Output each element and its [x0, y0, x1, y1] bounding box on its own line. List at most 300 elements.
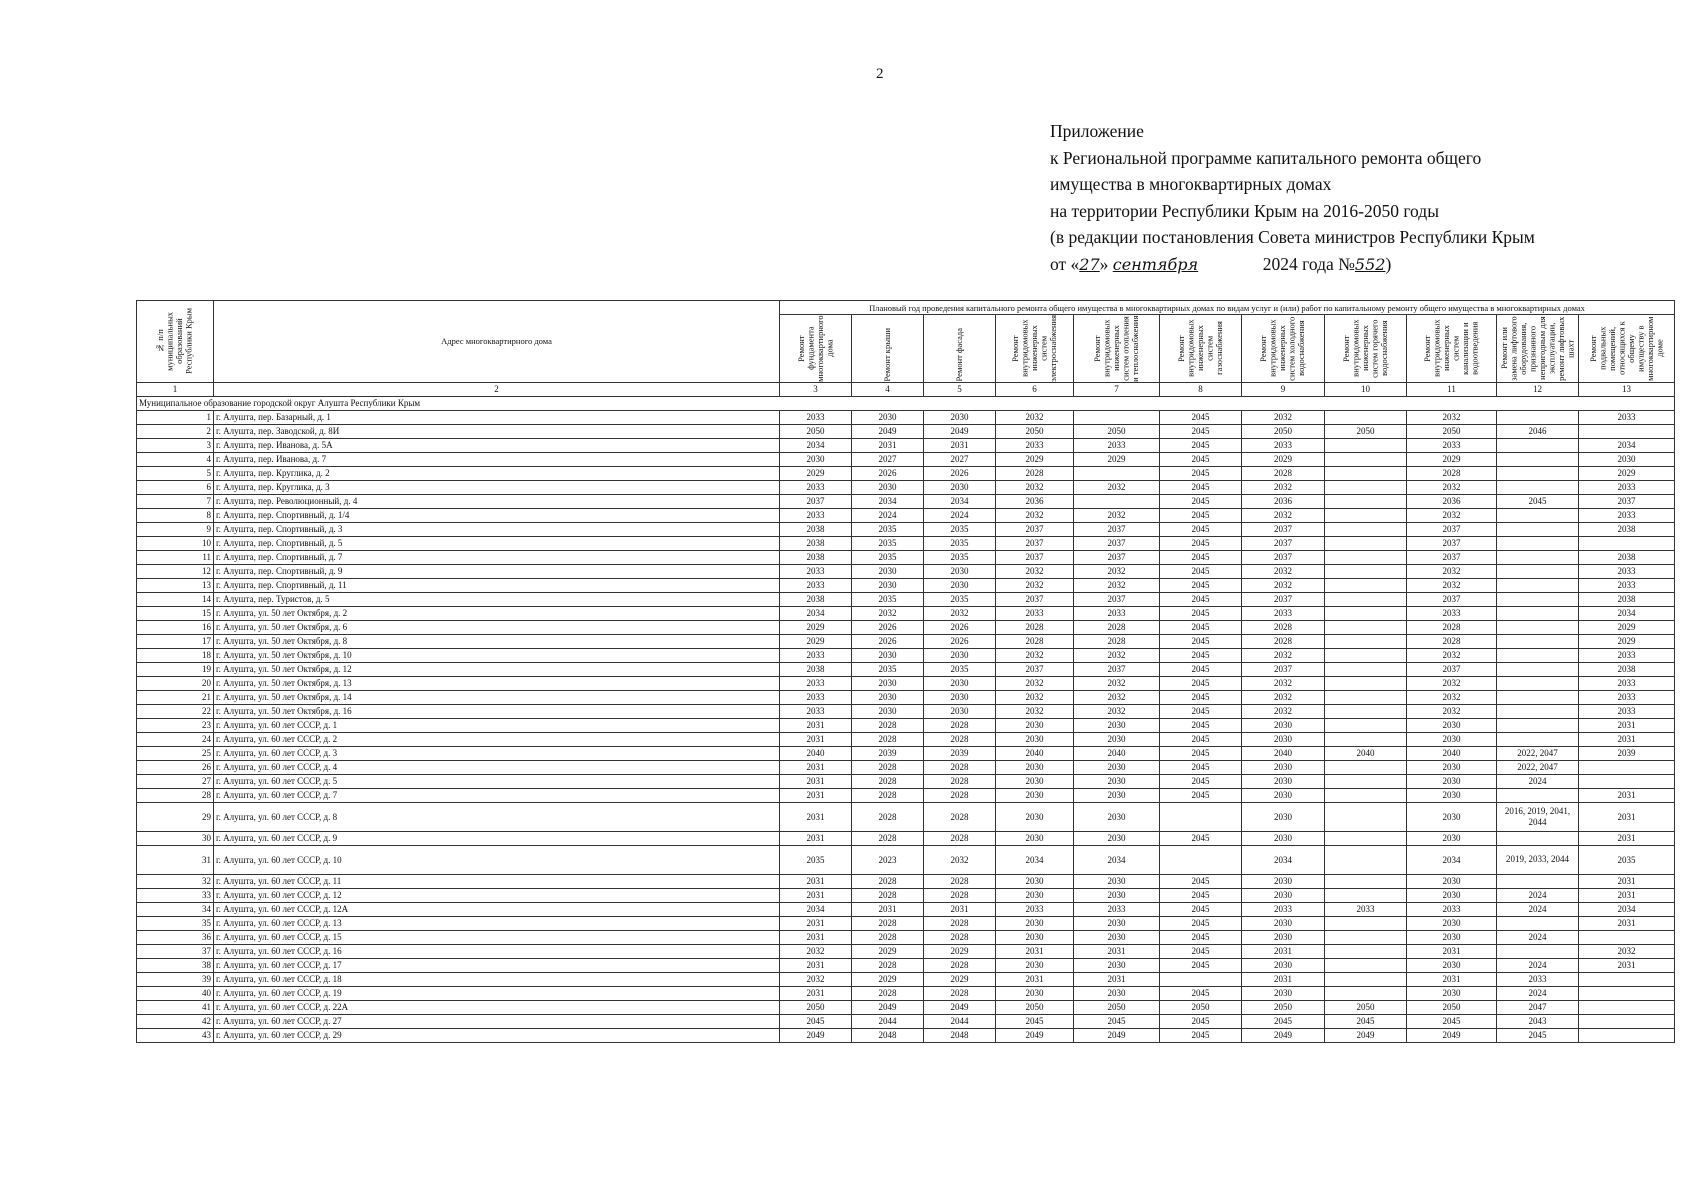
work-header-11: Ремонт внутридомовых инженерных систем канализации и водоотведения — [1407, 315, 1497, 383]
row-year-cell: 2045 — [1160, 718, 1242, 732]
row-year-cell: 2032 — [996, 704, 1074, 718]
row-address: г. Алушта, пер. Туристов, д. 5 — [214, 592, 780, 606]
row-year-cell: 2050 — [1160, 1000, 1242, 1014]
row-year-cell: 2030 — [1407, 774, 1497, 788]
row-year-cell: 2030 — [780, 452, 852, 466]
row-year-cell: 2033 — [780, 410, 852, 424]
row-year-cell: 2049 — [1074, 1028, 1160, 1042]
row-year-cell: 2032 — [1407, 704, 1497, 718]
row-year-cell: 2030 — [996, 802, 1074, 831]
row-year-cell: 2032 — [996, 564, 1074, 578]
row-year-cell — [1325, 732, 1407, 746]
row-number: 20 — [137, 676, 214, 690]
row-year-cell: 2033 — [780, 648, 852, 662]
row-year-cell: 2030 — [1407, 930, 1497, 944]
row-year-cell: 2024 — [1497, 774, 1579, 788]
row-year-cell: 2030 — [924, 676, 996, 690]
row-year-cell: 2035 — [924, 592, 996, 606]
row-year-cell: 2029 — [780, 620, 852, 634]
row-year-cell: 2049 — [924, 1000, 996, 1014]
row-year-cell: 2049 — [1407, 1028, 1497, 1042]
row-year-cell: 2035 — [852, 662, 924, 676]
table-row — [137, 578, 1675, 592]
row-year-cell — [1325, 620, 1407, 634]
row-year-cell — [1325, 718, 1407, 732]
table-row — [137, 606, 1675, 620]
row-year-cell: 2028 — [1074, 620, 1160, 634]
row-year-cell — [1497, 916, 1579, 930]
row-year-cell — [1497, 718, 1579, 732]
row-year-cell: 2030 — [852, 410, 924, 424]
row-year-cell: 2035 — [780, 845, 852, 874]
row-address: г. Алушта, ул. 50 лет Октября, д. 2 — [214, 606, 780, 620]
row-year-cell: 2030 — [1407, 986, 1497, 1000]
municipality-row: Муниципальное образование городской округ Алушта Республики Крым — [137, 396, 1675, 410]
row-year-cell: 2032 — [996, 578, 1074, 592]
row-year-cell: 2045 — [1160, 522, 1242, 536]
row-year-cell — [1325, 466, 1407, 480]
row-year-cell: 2050 — [1074, 1000, 1160, 1014]
row-number: 25 — [137, 746, 214, 760]
row-year-cell — [1497, 564, 1579, 578]
column-number: 10 — [1325, 382, 1407, 396]
row-year-cell: 2028 — [924, 732, 996, 746]
row-year-cell: 2028 — [924, 958, 996, 972]
row-year-cell: 2031 — [1579, 916, 1675, 930]
row-address: г. Алушта, ул. 50 лет Октября, д. 16 — [214, 704, 780, 718]
table-row — [137, 718, 1675, 732]
appendix-date-line: от «27» сентября 2024 года №552) — [1050, 251, 1535, 279]
row-year-cell: 2030 — [1074, 888, 1160, 902]
row-year-cell: 2030 — [1074, 802, 1160, 831]
row-year-cell: 2045 — [1160, 746, 1242, 760]
row-year-cell: 2034 — [852, 494, 924, 508]
row-year-cell: 2030 — [852, 578, 924, 592]
row-year-cell: 2045 — [1160, 494, 1242, 508]
row-year-cell: 2037 — [996, 592, 1074, 606]
table-row — [137, 930, 1675, 944]
table-row — [137, 452, 1675, 466]
row-year-cell: 2049 — [996, 1028, 1074, 1042]
row-year-cell — [1497, 592, 1579, 606]
row-address: г. Алушта, ул. 50 лет Октября, д. 8 — [214, 634, 780, 648]
column-number: 8 — [1160, 382, 1242, 396]
row-year-cell — [1325, 494, 1407, 508]
row-year-cell: 2037 — [1074, 536, 1160, 550]
row-year-cell — [1579, 424, 1675, 438]
row-year-cell: 2032 — [1579, 944, 1675, 958]
row-address: г. Алушта, ул. 60 лет СССР, д. 18 — [214, 972, 780, 986]
row-year-cell: 2037 — [1407, 550, 1497, 564]
row-year-cell: 2034 — [1579, 606, 1675, 620]
row-year-cell: 2032 — [1242, 508, 1325, 522]
row-address: г. Алушта, ул. 50 лет Октября, д. 6 — [214, 620, 780, 634]
row-number: 21 — [137, 690, 214, 704]
row-year-cell: 2034 — [780, 438, 852, 452]
row-year-cell: 2028 — [852, 958, 924, 972]
row-year-cell: 2030 — [1242, 958, 1325, 972]
row-year-cell: 2028 — [996, 634, 1074, 648]
table-row — [137, 958, 1675, 972]
row-year-cell: 2040 — [1407, 746, 1497, 760]
row-year-cell: 2038 — [1579, 662, 1675, 676]
row-number: 40 — [137, 986, 214, 1000]
row-address: г. Алушта, ул. 60 лет СССР, д. 22А — [214, 1000, 780, 1014]
row-number: 15 — [137, 606, 214, 620]
row-year-cell: 2030 — [1074, 958, 1160, 972]
row-year-cell: 2048 — [852, 1028, 924, 1042]
row-year-cell: 2028 — [852, 718, 924, 732]
row-year-cell: 2030 — [924, 690, 996, 704]
row-year-cell: 2030 — [924, 480, 996, 494]
row-year-cell: 2039 — [924, 746, 996, 760]
row-year-cell: 2032 — [1407, 676, 1497, 690]
row-year-cell: 2033 — [780, 704, 852, 718]
row-number: 26 — [137, 760, 214, 774]
row-address: г. Алушта, ул. 50 лет Октября, д. 12 — [214, 662, 780, 676]
row-year-cell: 2028 — [852, 874, 924, 888]
row-year-cell — [1325, 802, 1407, 831]
row-year-cell: 2033 — [1407, 438, 1497, 452]
row-year-cell: 2045 — [1160, 986, 1242, 1000]
row-year-cell: 2030 — [996, 916, 1074, 930]
row-year-cell: 2030 — [1074, 774, 1160, 788]
row-year-cell: 2030 — [996, 831, 1074, 845]
table-row — [137, 972, 1675, 986]
row-year-cell: 2028 — [996, 620, 1074, 634]
row-year-cell: 2045 — [1160, 902, 1242, 916]
row-address: г. Алушта, ул. 60 лет СССР, д. 12 — [214, 888, 780, 902]
row-year-cell: 2029 — [924, 944, 996, 958]
row-year-cell: 2045 — [1160, 620, 1242, 634]
row-year-cell: 2032 — [996, 480, 1074, 494]
row-year-cell: 2028 — [924, 788, 996, 802]
row-year-cell: 2032 — [1074, 690, 1160, 704]
row-year-cell — [1497, 690, 1579, 704]
row-number: 9 — [137, 522, 214, 536]
column-number: 5 — [924, 382, 996, 396]
row-year-cell: 2031 — [1579, 958, 1675, 972]
row-year-cell: 2028 — [1074, 634, 1160, 648]
row-year-cell: 2034 — [780, 902, 852, 916]
row-year-cell: 2032 — [996, 648, 1074, 662]
table-row — [137, 746, 1675, 760]
row-year-cell: 2045 — [1160, 550, 1242, 564]
row-year-cell: 2032 — [1242, 480, 1325, 494]
table-row — [137, 1000, 1675, 1014]
row-year-cell: 2033 — [1579, 508, 1675, 522]
row-year-cell: 2029 — [780, 466, 852, 480]
row-year-cell: 2032 — [1074, 648, 1160, 662]
row-year-cell: 2050 — [1407, 1000, 1497, 1014]
row-year-cell: 2031 — [780, 760, 852, 774]
row-address: г. Алушта, ул. 50 лет Октября, д. 14 — [214, 690, 780, 704]
row-year-cell: 2026 — [924, 466, 996, 480]
row-year-cell: 2024 — [1497, 902, 1579, 916]
row-year-cell: 2033 — [1074, 606, 1160, 620]
row-year-cell: 2030 — [852, 676, 924, 690]
row-address: г. Алушта, пер. Иванова, д. 5А — [214, 438, 780, 452]
row-year-cell — [1325, 452, 1407, 466]
row-year-cell: 2050 — [1242, 424, 1325, 438]
row-year-cell — [1160, 845, 1242, 874]
row-year-cell — [1325, 944, 1407, 958]
row-year-cell — [1579, 760, 1675, 774]
row-address: г. Алушта, ул. 60 лет СССР, д. 29 — [214, 1028, 780, 1042]
row-year-cell: 2037 — [1074, 550, 1160, 564]
row-year-cell: 2033 — [1407, 902, 1497, 916]
row-year-cell: 2045 — [1160, 774, 1242, 788]
table-row — [137, 845, 1675, 874]
row-year-cell: 2045 — [1160, 410, 1242, 424]
row-year-cell — [1325, 634, 1407, 648]
row-year-cell: 2032 — [852, 606, 924, 620]
row-year-cell: 2046 — [1497, 424, 1579, 438]
row-year-cell: 2029 — [1242, 452, 1325, 466]
row-year-cell — [1325, 592, 1407, 606]
row-year-cell — [1497, 874, 1579, 888]
row-year-cell: 2037 — [1579, 494, 1675, 508]
row-year-cell: 2033 — [780, 676, 852, 690]
row-year-cell: 2024 — [852, 508, 924, 522]
row-year-cell: 2030 — [996, 788, 1074, 802]
row-address: г. Алушта, ул. 60 лет СССР, д. 12А — [214, 902, 780, 916]
appendix-line-2: имущества в многоквартирных домах — [1050, 174, 1332, 194]
row-year-cell: 2033 — [1325, 902, 1407, 916]
row-year-cell: 2030 — [924, 410, 996, 424]
row-year-cell: 2029 — [1579, 634, 1675, 648]
table-row — [137, 592, 1675, 606]
row-year-cell — [1497, 522, 1579, 536]
row-year-cell — [1325, 480, 1407, 494]
row-year-cell: 2045 — [1160, 831, 1242, 845]
row-year-cell: 2029 — [996, 452, 1074, 466]
row-year-cell: 2031 — [1074, 944, 1160, 958]
date-day: 27 — [1079, 254, 1100, 274]
row-year-cell: 2045 — [996, 1014, 1074, 1028]
row-number: 7 — [137, 494, 214, 508]
row-year-cell — [1497, 536, 1579, 550]
row-year-cell: 2047 — [1497, 1000, 1579, 1014]
row-year-cell: 2033 — [1242, 902, 1325, 916]
row-year-cell: 2031 — [780, 916, 852, 930]
row-year-cell: 2030 — [852, 480, 924, 494]
row-year-cell: 2034 — [1579, 438, 1675, 452]
row-year-cell: 2030 — [1407, 760, 1497, 774]
row-address: г. Алушта, пер. Круглика, д. 2 — [214, 466, 780, 480]
row-year-cell: 2028 — [852, 760, 924, 774]
row-year-cell: 2031 — [996, 972, 1074, 986]
row-year-cell: 2032 — [924, 606, 996, 620]
row-year-cell: 2028 — [996, 466, 1074, 480]
table-row — [137, 916, 1675, 930]
table-row — [137, 564, 1675, 578]
row-year-cell: 2038 — [1579, 550, 1675, 564]
row-number: 29 — [137, 802, 214, 831]
row-year-cell: 2037 — [996, 536, 1074, 550]
row-year-cell: 2019, 2033, 2044 — [1497, 845, 1579, 874]
row-year-cell: 2026 — [852, 466, 924, 480]
row-year-cell — [1325, 874, 1407, 888]
row-year-cell: 2045 — [1160, 578, 1242, 592]
row-year-cell — [1325, 704, 1407, 718]
row-number: 2 — [137, 424, 214, 438]
row-year-cell: 2045 — [1160, 564, 1242, 578]
row-year-cell — [1325, 438, 1407, 452]
row-number: 17 — [137, 634, 214, 648]
row-year-cell — [1325, 550, 1407, 564]
row-year-cell — [1497, 550, 1579, 564]
row-year-cell — [1325, 958, 1407, 972]
row-year-cell: 2028 — [924, 831, 996, 845]
row-year-cell — [1579, 930, 1675, 944]
row-year-cell: 2022, 2047 — [1497, 760, 1579, 774]
row-year-cell: 2028 — [852, 930, 924, 944]
row-year-cell: 2037 — [1242, 522, 1325, 536]
row-address: г. Алушта, ул. 60 лет СССР, д. 17 — [214, 958, 780, 972]
appendix-line-1: к Региональной программе капитального ремонта общего — [1050, 147, 1482, 168]
column-number: 6 — [996, 382, 1074, 396]
row-year-cell: 2049 — [1325, 1028, 1407, 1042]
row-year-cell: 2049 — [1242, 1028, 1325, 1042]
row-year-cell — [1325, 676, 1407, 690]
row-address: г. Алушта, пер. Круглика, д. 3 — [214, 480, 780, 494]
row-year-cell: 2031 — [1242, 972, 1325, 986]
row-year-cell: 2045 — [1160, 648, 1242, 662]
row-year-cell: 2034 — [780, 606, 852, 620]
row-number: 36 — [137, 930, 214, 944]
row-year-cell: 2029 — [1074, 452, 1160, 466]
row-number: 32 — [137, 874, 214, 888]
row-year-cell: 2032 — [1074, 578, 1160, 592]
row-year-cell: 2033 — [996, 902, 1074, 916]
row-year-cell: 2030 — [1074, 916, 1160, 930]
row-address: г. Алушта, пер. Революционный, д. 4 — [214, 494, 780, 508]
row-year-cell: 2034 — [1407, 845, 1497, 874]
row-year-cell: 2033 — [1579, 578, 1675, 592]
row-year-cell: 2031 — [1407, 972, 1497, 986]
row-year-cell — [1325, 845, 1407, 874]
row-year-cell: 2030 — [1242, 888, 1325, 902]
row-year-cell: 2032 — [924, 845, 996, 874]
row-year-cell — [1497, 466, 1579, 480]
row-year-cell: 2030 — [924, 648, 996, 662]
row-year-cell: 2037 — [1242, 662, 1325, 676]
row-year-cell: 2045 — [1160, 874, 1242, 888]
row-year-cell: 2030 — [996, 874, 1074, 888]
row-year-cell: 2030 — [1074, 732, 1160, 746]
row-year-cell: 2028 — [1407, 466, 1497, 480]
row-year-cell: 2031 — [1579, 732, 1675, 746]
row-number: 33 — [137, 888, 214, 902]
row-year-cell — [1497, 704, 1579, 718]
row-year-cell: 2028 — [1407, 634, 1497, 648]
row-year-cell — [1497, 438, 1579, 452]
row-year-cell: 2031 — [780, 958, 852, 972]
row-address: г. Алушта, пер. Заводской, д. 8И — [214, 424, 780, 438]
row-year-cell: 2034 — [924, 494, 996, 508]
row-number: 3 — [137, 438, 214, 452]
table-row — [137, 704, 1675, 718]
row-year-cell: 2031 — [780, 986, 852, 1000]
row-year-cell: 2050 — [780, 1000, 852, 1014]
table-row — [137, 788, 1675, 802]
table-row — [137, 536, 1675, 550]
row-year-cell — [1074, 494, 1160, 508]
table-row — [137, 494, 1675, 508]
row-year-cell: 2045 — [1325, 1014, 1407, 1028]
row-number: 16 — [137, 620, 214, 634]
row-year-cell: 2040 — [1325, 746, 1407, 760]
row-year-cell: 2036 — [1242, 494, 1325, 508]
row-number: 11 — [137, 550, 214, 564]
row-address: г. Алушта, ул. 60 лет СССР, д. 4 — [214, 760, 780, 774]
row-address: г. Алушта, пер. Спортивный, д. 3 — [214, 522, 780, 536]
row-year-cell: 2030 — [924, 578, 996, 592]
row-year-cell: 2045 — [1160, 1028, 1242, 1042]
appendix-title: Приложение — [1050, 121, 1144, 141]
work-header-10: Ремонт внутридомовых инженерных систем горячего водоснабжения — [1325, 315, 1407, 383]
row-address: г. Алушта, ул. 60 лет СССР, д. 1 — [214, 718, 780, 732]
row-year-cell: 2024 — [1497, 888, 1579, 902]
order-number: 552 — [1354, 254, 1386, 274]
table-row — [137, 662, 1675, 676]
row-number: 42 — [137, 1014, 214, 1028]
row-year-cell: 2031 — [1579, 802, 1675, 831]
row-year-cell — [1579, 1014, 1675, 1028]
row-year-cell: 2024 — [1497, 930, 1579, 944]
row-year-cell: 2027 — [852, 452, 924, 466]
row-address: г. Алушта, ул. 60 лет СССР, д. 9 — [214, 831, 780, 845]
row-year-cell: 2029 — [780, 634, 852, 648]
row-year-cell — [1579, 774, 1675, 788]
row-year-cell: 2028 — [924, 888, 996, 902]
row-year-cell: 2033 — [1579, 410, 1675, 424]
row-year-cell: 2038 — [780, 662, 852, 676]
row-year-cell: 2032 — [1407, 410, 1497, 424]
date-month: сентября — [1112, 254, 1199, 274]
row-year-cell: 2031 — [780, 930, 852, 944]
row-address: г. Алушта, ул. 60 лет СССР, д. 8 — [214, 802, 780, 831]
row-number: 6 — [137, 480, 214, 494]
row-number: 24 — [137, 732, 214, 746]
row-year-cell — [1074, 466, 1160, 480]
row-year-cell: 2030 — [1407, 718, 1497, 732]
row-year-cell: 2031 — [852, 438, 924, 452]
row-year-cell: 2033 — [1579, 564, 1675, 578]
row-year-cell: 2030 — [924, 704, 996, 718]
appendix-line-3: на территории Республики Крым на 2016-2050 годы — [1050, 200, 1439, 221]
row-year-cell: 2027 — [924, 452, 996, 466]
row-year-cell: 2031 — [780, 774, 852, 788]
row-year-cell: 2030 — [1407, 958, 1497, 972]
row-year-cell: 2045 — [1160, 452, 1242, 466]
row-year-cell: 2028 — [924, 874, 996, 888]
row-year-cell: 2032 — [996, 508, 1074, 522]
row-year-cell: 2030 — [1074, 874, 1160, 888]
row-year-cell: 2032 — [1407, 564, 1497, 578]
row-address: г. Алушта, ул. 60 лет СССР, д. 7 — [214, 788, 780, 802]
row-year-cell: 2035 — [924, 536, 996, 550]
row-year-cell: 2035 — [852, 522, 924, 536]
row-year-cell: 2049 — [780, 1028, 852, 1042]
row-year-cell: 2030 — [996, 774, 1074, 788]
row-year-cell: 2045 — [1160, 662, 1242, 676]
row-year-cell: 2032 — [1242, 564, 1325, 578]
row-year-cell: 2030 — [996, 732, 1074, 746]
column-number: 4 — [852, 382, 924, 396]
row-year-cell: 2028 — [852, 774, 924, 788]
